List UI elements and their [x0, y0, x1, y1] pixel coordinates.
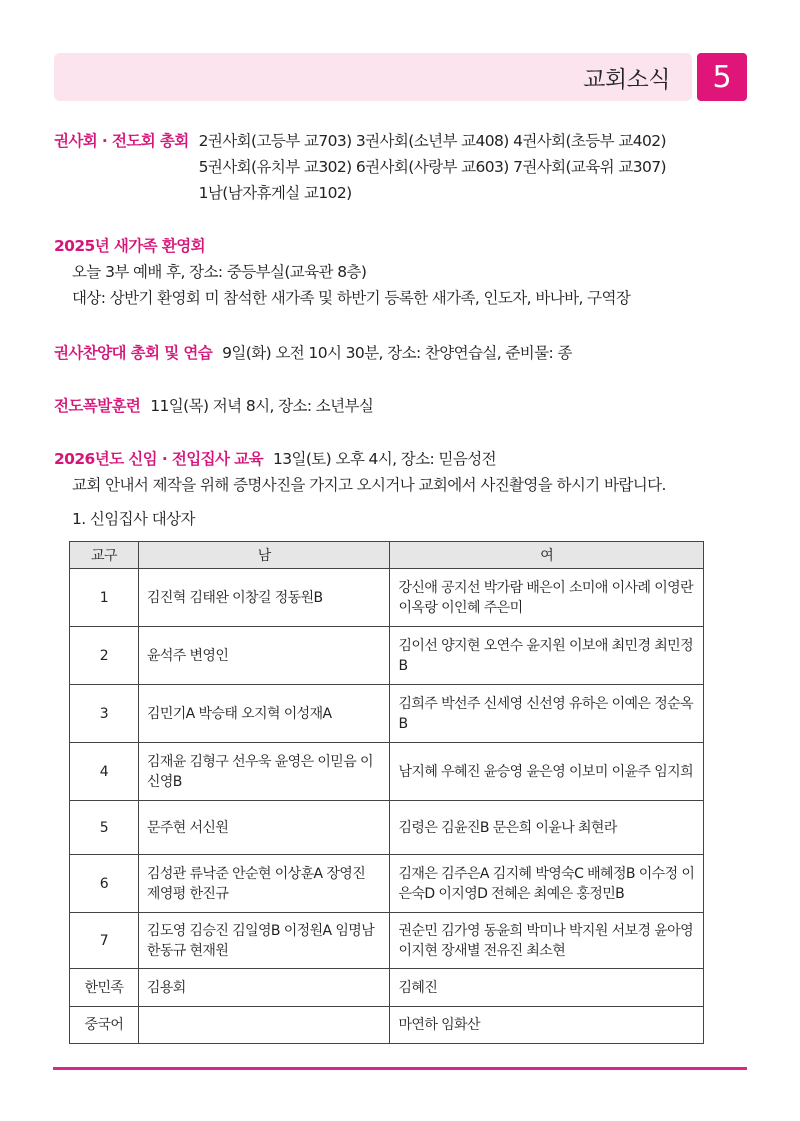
male-cell: 문주현 서신원 [138, 801, 390, 855]
welcome-party-notice [54, 233, 630, 311]
female-cell: 남지혜 우혜진 윤승영 윤은영 이보미 이윤주 임지희 [390, 743, 704, 801]
choir-notice [54, 340, 572, 366]
evangelism-text: 11일(목) 저녁 8시, 장소: 소년부실 [150, 397, 374, 415]
district-cell: 2 [70, 627, 139, 685]
district-cell: 1 [70, 569, 139, 627]
footer-divider [53, 1067, 747, 1070]
female-cell: 김령은 김윤진B 문은희 이윤나 최현라 [390, 801, 704, 855]
header-female: 여 [390, 542, 704, 569]
general-meeting-notice [54, 128, 666, 206]
header-district: 교구 [70, 542, 139, 569]
meeting-line: 2권사회(고등부 교703) 3권사회(소년부 교408) 4권사회(초등부 교402) [198, 132, 666, 150]
district-cell: 3 [70, 685, 139, 743]
table-row [70, 569, 704, 627]
page-number-badge: 5 [697, 53, 747, 101]
table-row [70, 801, 704, 855]
general-meeting-lines [199, 128, 666, 206]
table-row [70, 743, 704, 801]
deacon-training-label: 2026년도 신임 · 전입집사 교육 [54, 450, 263, 468]
deacon-training-text: 13일(토) 오후 4시, 장소: 믿음성전 [272, 450, 496, 468]
female-cell: 김희주 박선주 신세영 신선영 유하은 이예은 정순옥B [390, 685, 704, 743]
meeting-line: 5권사회(유치부 교302) 6권사회(사랑부 교603) 7권사회(교육위 교307) [198, 158, 666, 176]
female-cell: 강신애 공지선 박가람 배은이 소미애 이사례 이영란 이옥랑 이인혜 주은미 [390, 569, 704, 627]
table-row [70, 855, 704, 913]
section-title: 교회소식 [583, 66, 670, 93]
male-cell: 김성관 류낙준 안순현 이상훈A 장영진 제영평 한진규 [138, 855, 390, 913]
evangelism-label: 전도폭발훈련 [54, 397, 141, 415]
district-cell: 7 [70, 913, 139, 969]
district-cell: 한민족 [70, 969, 139, 1007]
deacon-training-note: 교회 안내서 제작을 위해 증명사진을 가지고 오시거나 교회에서 사진촬영을 하시기 바랍니다. [72, 476, 666, 494]
district-cell: 중국어 [70, 1007, 139, 1044]
female-cell: 권순민 김가영 동윤희 박미나 박지원 서보경 윤아영 이지현 장새별 전유진 최소현 [390, 913, 704, 969]
choir-text: 9일(화) 오전 10시 30분, 장소: 찬양연습실, 준비물: 종 [222, 344, 572, 362]
table-row [70, 913, 704, 969]
table-row [70, 685, 704, 743]
male-cell: 김진혁 김태완 이창길 정동원B [138, 569, 390, 627]
male-cell [138, 1007, 390, 1044]
welcome-line: 대상: 상반기 환영회 미 참석한 새가족 및 하반기 등록한 새가족, 인도자, 바나바, 구역장 [72, 289, 631, 307]
header-male: 남 [138, 542, 390, 569]
table-header-row [70, 542, 704, 569]
female-cell: 김혜진 [390, 969, 704, 1007]
evangelism-notice [54, 393, 373, 419]
table-row [70, 627, 704, 685]
male-cell: 김민기A 박승태 오지혁 이성재A [138, 685, 390, 743]
male-cell: 김재윤 김형구 선우욱 윤영은 이믿음 이신영B [138, 743, 390, 801]
welcome-line: 오늘 3부 예배 후, 장소: 중등부실(교육관 8층) [72, 263, 367, 281]
deacon-training-notice [54, 446, 666, 532]
table-row [70, 969, 704, 1007]
choir-label: 권사찬양대 총회 및 연습 [54, 344, 213, 362]
welcome-party-label: 2025년 새가족 환영회 [54, 237, 205, 255]
general-meeting-label: 권사회 · 전도회 총회 [54, 132, 189, 150]
district-cell: 4 [70, 743, 139, 801]
female-cell: 김이선 양지현 오연수 윤지원 이보애 최민경 최민정B [390, 627, 704, 685]
female-cell: 마연하 임화산 [390, 1007, 704, 1044]
table-row [70, 1007, 704, 1044]
meeting-line: 1남(남자휴게실 교102) [198, 184, 352, 202]
male-cell: 윤석주 변영인 [138, 627, 390, 685]
district-cell: 6 [70, 855, 139, 913]
new-deacon-table [69, 541, 704, 1044]
male-cell: 김도영 김승진 김일영B 이정원A 임명남 한동규 현재원 [138, 913, 390, 969]
male-cell: 김용회 [138, 969, 390, 1007]
section-header-bar [54, 53, 692, 101]
district-cell: 5 [70, 801, 139, 855]
deacon-list-title: 1. 신임집사 대상자 [72, 510, 195, 528]
female-cell: 김재은 김주은A 김지혜 박영숙C 배혜정B 이수정 이은숙D 이지영D 전혜은 최예은 홍정민B [390, 855, 704, 913]
